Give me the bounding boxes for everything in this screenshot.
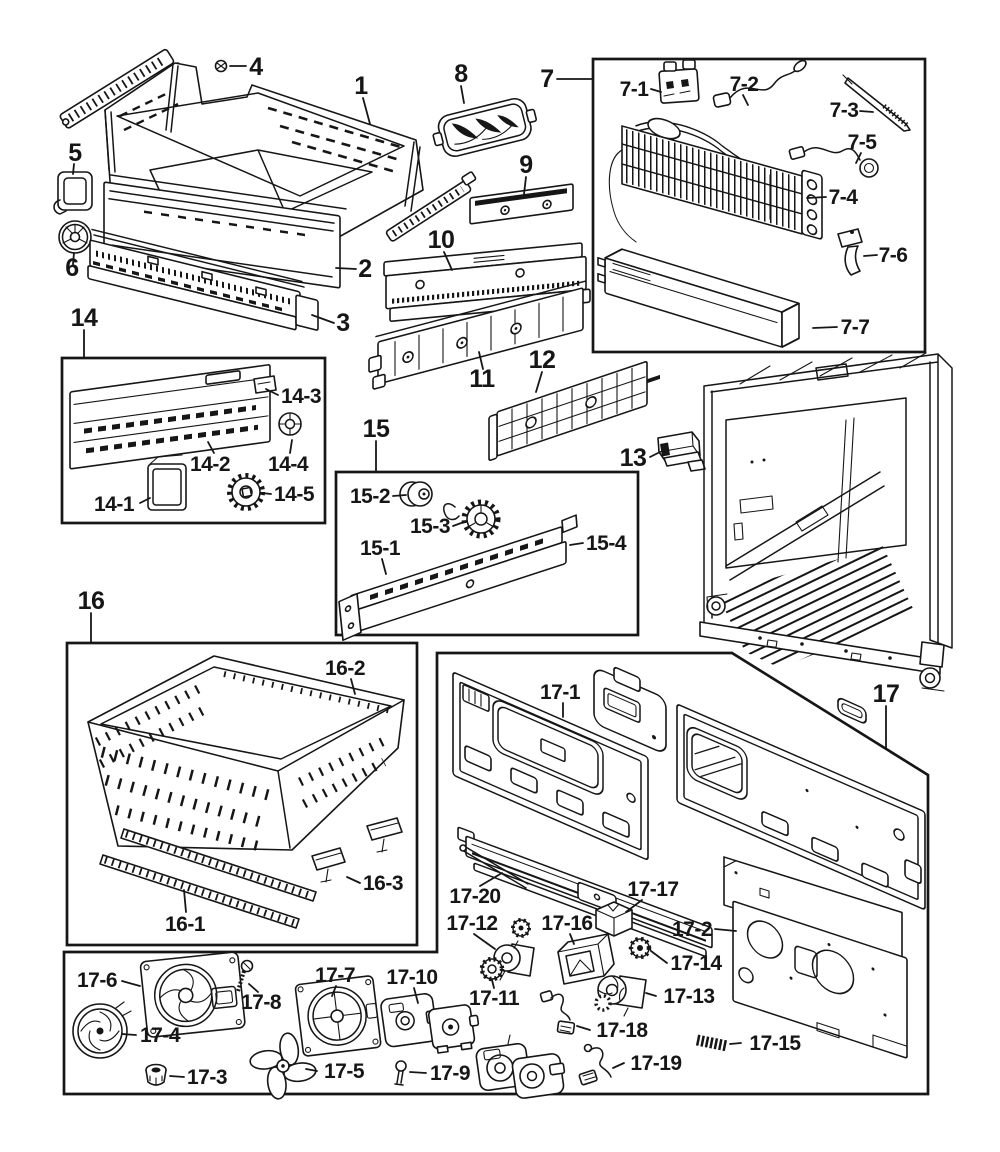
label-14-4: 14-4 — [267, 453, 309, 476]
part-17-1-rear-panel-right — [677, 704, 925, 910]
part-7-2-wire-harness — [713, 58, 808, 107]
part-14-4-grommet — [279, 413, 301, 435]
label-7-2: 7-2 — [729, 73, 759, 96]
part-16-2-basket — [88, 656, 404, 850]
label-15-4: 15-4 — [585, 532, 627, 555]
part-17-12-knurled-disc — [513, 920, 529, 936]
part-15-2-wheel — [400, 482, 432, 506]
label-17-18: 17-18 — [596, 1019, 648, 1042]
part-17-10-motor-bracket — [380, 992, 482, 1053]
label-17-4: 17-4 — [139, 1024, 181, 1047]
part-17-16-duct — [558, 934, 614, 984]
label-8: 8 — [454, 60, 468, 88]
label-11: 11 — [469, 365, 495, 393]
part-5-cap — [54, 172, 92, 214]
label-12: 12 — [528, 346, 556, 374]
part-7-1-sensor-bracket — [659, 60, 699, 103]
label-17-6: 17-6 — [76, 969, 118, 992]
label-17-9: 17-9 — [429, 1062, 471, 1085]
label-6: 6 — [65, 254, 79, 282]
label-15: 15 — [362, 415, 390, 443]
part-17-14-disc — [631, 939, 649, 957]
label-10: 10 — [427, 226, 455, 254]
label-7-4: 7-4 — [828, 186, 858, 209]
label-14-2: 14-2 — [189, 453, 231, 476]
part-7-6-clip — [838, 229, 862, 275]
label-4: 4 — [249, 53, 263, 81]
label-7-3: 7-3 — [829, 99, 859, 122]
label-17-2: 17-2 — [671, 918, 713, 941]
label-16-2: 16-2 — [324, 657, 366, 680]
part-17-13-fan-motor — [596, 976, 646, 1016]
label-17-10: 17-10 — [386, 966, 438, 989]
part-15-1-rail — [339, 515, 577, 642]
label-14-5: 14-5 — [273, 483, 315, 506]
label-7: 7 — [540, 65, 554, 93]
part-17-18-wire — [540, 991, 575, 1035]
label-1: 1 — [354, 72, 368, 100]
label-17-5: 17-5 — [323, 1060, 365, 1083]
part-17-4-fan-blade — [73, 1002, 131, 1058]
label-17-7: 17-7 — [314, 964, 356, 987]
label-7-6: 7-6 — [878, 244, 908, 267]
label-15-1: 15-1 — [359, 537, 401, 560]
label-15-2: 15-2 — [349, 485, 391, 508]
label-16-3: 16-3 — [362, 872, 404, 895]
part-17-3-grommet — [146, 1065, 166, 1086]
label-14-3: 14-3 — [280, 385, 322, 408]
damper-motor-b — [511, 1053, 564, 1099]
label-17-12: 17-12 — [446, 912, 498, 935]
label-17-15: 17-15 — [749, 1032, 801, 1055]
label-17-11: 17-11 — [468, 987, 520, 1010]
label-17-3: 17-3 — [186, 1066, 228, 1089]
label-14-1: 14-1 — [93, 493, 135, 516]
label-7-5: 7-5 — [847, 131, 877, 154]
label-2: 2 — [358, 255, 372, 283]
label-17-16: 17-16 — [541, 912, 593, 935]
part-17-17-foam-block — [596, 902, 632, 936]
part-14-3-clip — [254, 376, 276, 393]
label-17-1: 17-1 — [539, 681, 581, 704]
part-9-rail — [470, 184, 573, 224]
label-17-20: 17-20 — [449, 885, 501, 908]
part-13-switch — [658, 432, 705, 471]
part-14-5-gear — [230, 476, 263, 509]
label-17-19: 17-19 — [630, 1052, 682, 1075]
part-17-19-wire — [579, 1045, 611, 1086]
label-17: 17 — [872, 680, 900, 708]
part-7-7-drain-tray — [598, 242, 799, 352]
part-17-9-pin — [395, 1061, 406, 1085]
label-7-1: 7-1 — [619, 78, 649, 101]
label-3: 3 — [336, 309, 350, 337]
part-17-15-coil — [697, 1040, 727, 1046]
freezer-cabinet-illustration — [700, 353, 952, 694]
part-4-screw — [216, 61, 227, 72]
label-16-1: 16-1 — [164, 913, 206, 936]
label-14: 14 — [70, 304, 98, 332]
label-17-8: 17-8 — [240, 991, 282, 1014]
label-17-17: 17-17 — [627, 878, 679, 901]
label-16: 16 — [77, 587, 105, 615]
label-7-7: 7-7 — [840, 316, 870, 339]
label-13: 13 — [619, 444, 647, 472]
label-15-3: 15-3 — [409, 515, 451, 538]
part-15-3-gear — [444, 502, 498, 536]
label-17-14: 17-14 — [670, 952, 722, 975]
label-17-13: 17-13 — [663, 985, 715, 1008]
part-14-2-rail — [70, 365, 270, 469]
part-17-7-fan-shroud — [295, 975, 381, 1056]
label-9: 9 — [519, 151, 533, 179]
part-6-wheel-cap — [59, 221, 91, 253]
part-14-1-cover — [148, 455, 186, 510]
part-17-11-grommet — [482, 959, 502, 979]
label-5: 5 — [68, 139, 82, 167]
